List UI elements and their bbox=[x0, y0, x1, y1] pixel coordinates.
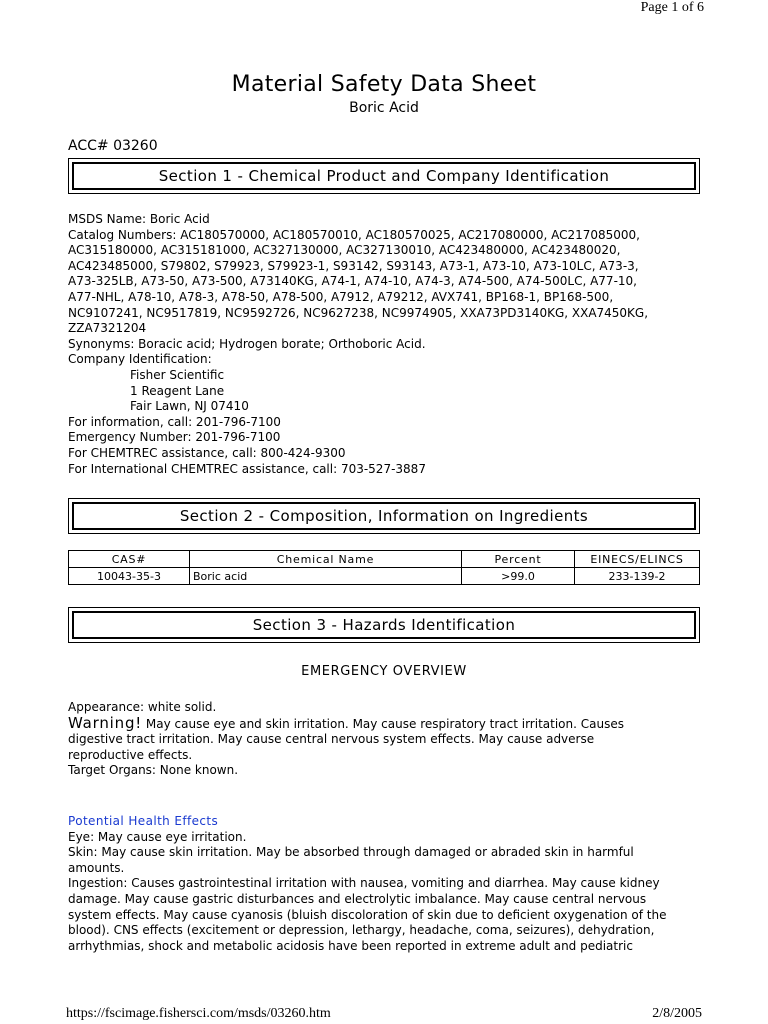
catalog-line: Catalog Numbers: AC180570000, AC180570010, AC180570025, AC217080000, AC217085000, bbox=[68, 227, 640, 242]
health-line: Skin: May cause skin irritation. May be absorbed through damaged or abraded skin in harmful bbox=[68, 845, 634, 860]
catalog-line: A73-325LB, A73-50, A73-500, A73140KG, A74-1, A74-10, A74-3, A74-500, A74-500LC, A77-10, bbox=[68, 274, 637, 289]
table-cell: >99.0 bbox=[462, 568, 575, 585]
column-header: EINECS/ELINCS bbox=[575, 551, 700, 568]
table-cell: 233-139-2 bbox=[575, 568, 700, 585]
health-effects bbox=[68, 814, 666, 954]
synonyms: Synonyms: Boracic acid; Hydrogen borate; Orthoboric Acid. bbox=[68, 336, 426, 351]
column-header: Percent bbox=[462, 551, 575, 568]
company-city: Fair Lawn, NJ 07410 bbox=[130, 399, 249, 414]
msds-name: MSDS Name: Boric Acid bbox=[68, 212, 210, 226]
catalog-line: NC9107241, NC9517819, NC9592726, NC9627238, NC9974905, XXA73PD3140KG, XXA7450KG, bbox=[68, 305, 649, 320]
warning-word: Warning! bbox=[68, 713, 143, 732]
section-1-header bbox=[68, 158, 700, 194]
section-1-heading: Section 1 - Chemical Product and Company Identification bbox=[72, 162, 696, 190]
table-row bbox=[69, 568, 700, 585]
composition-table bbox=[68, 550, 700, 585]
catalog-line: A77-NHL, A78-10, A78-3, A78-50, A78-500, A7912, A79212, AVX741, BP168-1, BP168-500, bbox=[68, 289, 614, 304]
health-line: arrhythmias, shock and metabolic acidosis have been reported in extreme adult and pediatric bbox=[68, 938, 633, 953]
table-cell: 10043-35-3 bbox=[69, 568, 190, 585]
health-line: damage. May cause gastric disturbances and electrolytic imbalance. May cause central nervous bbox=[68, 891, 647, 906]
contact-line: Emergency Number: 201-796-7100 bbox=[68, 430, 281, 445]
contact-line: For information, call: 201-796-7100 bbox=[68, 414, 281, 429]
health-line: Ingestion: Causes gastrointestinal irritation with nausea, vomiting and diarrhea. May cause kidney bbox=[68, 876, 660, 891]
column-header: Chemical Name bbox=[190, 551, 462, 568]
column-header: CAS# bbox=[69, 551, 190, 568]
section-2-heading: Section 2 - Composition, Information on Ingredients bbox=[72, 502, 696, 530]
contact-line: For CHEMTREC assistance, call: 800-424-9300 bbox=[68, 445, 346, 460]
contact-line: For International CHEMTREC assistance, call: 703-527-3887 bbox=[68, 461, 426, 476]
health-line: system effects. May cause cyanosis (bluish discoloration of skin due to deficient oxygenation of the bbox=[68, 907, 667, 922]
company-name: Fisher Scientific bbox=[130, 367, 225, 382]
page-number: Page 1 of 6 bbox=[640, 0, 704, 15]
section-3-heading: Section 3 - Hazards Identification bbox=[72, 611, 696, 639]
health-line: amounts. bbox=[68, 860, 125, 875]
company-identification-label: Company Identification: bbox=[68, 352, 212, 367]
table-cell: Boric acid bbox=[190, 568, 462, 585]
document-title: Material Safety Data Sheet bbox=[231, 72, 537, 97]
catalog-line: AC315180000, AC315181000, AC327130000, AC327130010, AC423480000, AC423480020, bbox=[68, 243, 621, 258]
emergency-overview-body bbox=[68, 700, 624, 779]
warning-text: digestive tract irritation. May cause central nervous system effects. May cause adverse bbox=[68, 732, 595, 747]
appearance: Appearance: white solid. bbox=[68, 700, 217, 714]
document-subtitle: Boric Acid bbox=[349, 100, 419, 116]
catalog-line: AC423485000, S79802, S79923, S79923-1, S93142, S93143, A73-1, A73-10, A73-10LC, A73-3, bbox=[68, 258, 639, 273]
health-line: Eye: May cause eye irritation. bbox=[68, 829, 247, 844]
catalog-line: ZZA7321204 bbox=[68, 321, 147, 336]
footer-date: 2/8/2005 bbox=[652, 1006, 702, 1021]
warning-text: reproductive effects. bbox=[68, 747, 193, 762]
section-2-header bbox=[68, 498, 700, 534]
section-1-body bbox=[68, 212, 648, 477]
health-line: blood). CNS effects (excitement or depression, lethargy, headache, coma, seizures), dehydration, bbox=[68, 923, 655, 938]
table-header-row bbox=[69, 551, 700, 568]
section-3-header bbox=[68, 607, 700, 643]
warning-line bbox=[68, 713, 624, 733]
target-organs: Target Organs: None known. bbox=[68, 763, 239, 778]
acc-number: ACC# 03260 bbox=[68, 138, 158, 154]
emergency-overview-title: EMERGENCY OVERVIEW bbox=[301, 664, 467, 679]
health-effects-heading: Potential Health Effects bbox=[68, 814, 219, 828]
company-address: 1 Reagent Lane bbox=[130, 383, 225, 398]
warning-text: May cause eye and skin irritation. May cause respiratory tract irritation. Causes bbox=[142, 716, 624, 731]
footer-url[interactable]: https://fscimage.fishersci.com/msds/03260.htm bbox=[66, 1006, 331, 1021]
